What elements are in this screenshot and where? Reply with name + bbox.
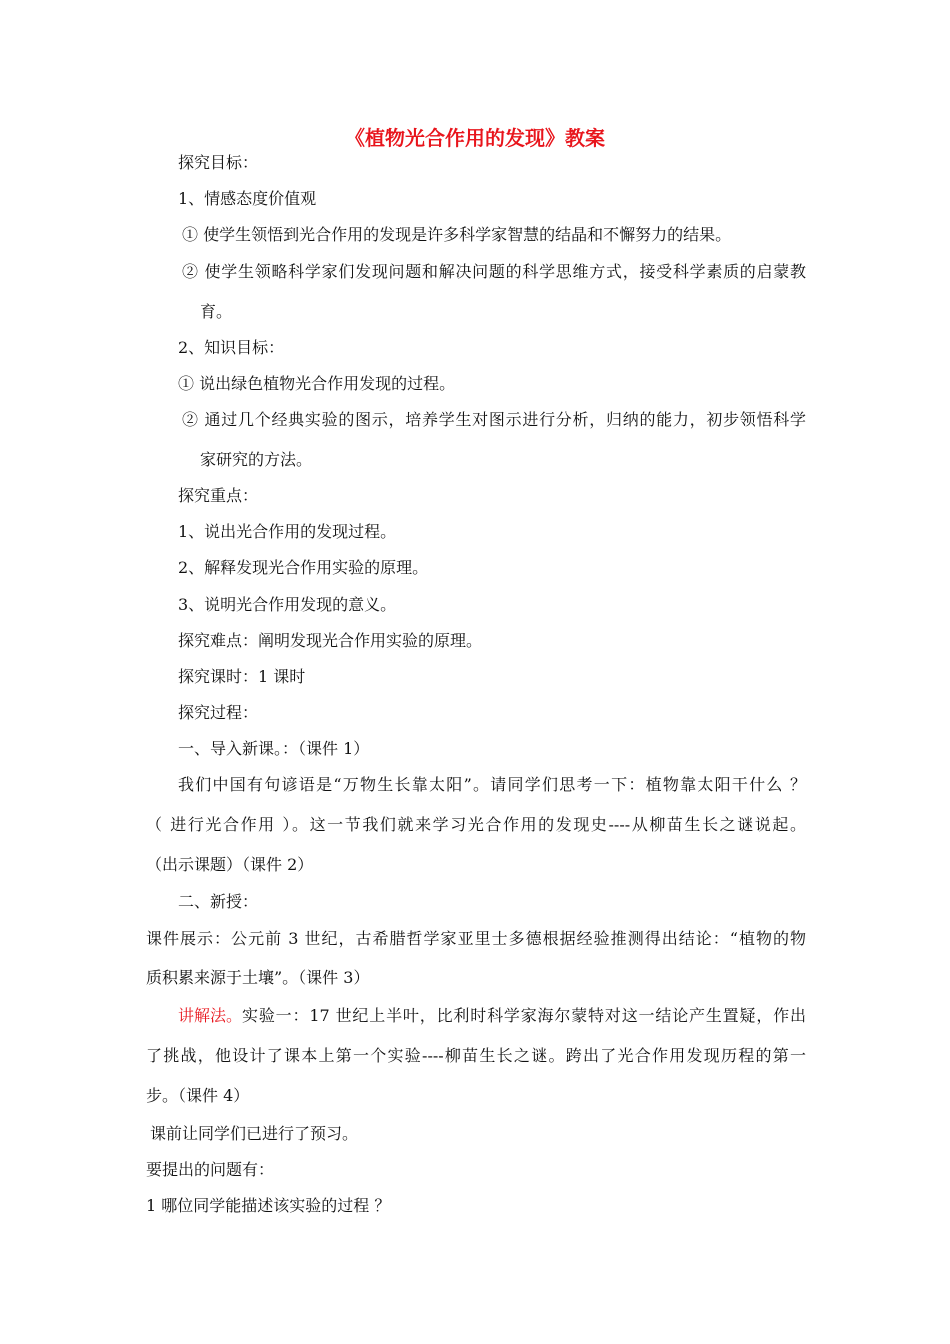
intro-paragraph-line-1: 我们中国有句谚语是“万物生长靠太阳”。请同学们思考一下：植物靠太阳干什么 ？ — [178, 775, 806, 794]
objective-1-item-2-cont: 育。 — [200, 302, 233, 321]
intro-paragraph-line-3: （出示课题）（课件 2） — [146, 855, 314, 874]
difficulty: 探究难点：阐明发现光合作用实验的原理。 — [178, 631, 483, 650]
experiment-paragraph-line-1 — [178, 1005, 806, 1027]
question-1: 1 哪位同学能描述该实验的过程 ？ — [146, 1196, 391, 1215]
courseware-paragraph-line-1: 课件展示：公元前 3 世纪，古希腊哲学家亚里士多德根据经验推测得出结论：“植物的物 — [146, 929, 806, 948]
intro-paragraph-line-2: （ 进行光合作用 ）。这一节我们就来学习光合作用的发现史----从柳苗生长之谜说起。 — [146, 815, 806, 834]
objective-2-item-1: ① 说出绿色植物光合作用发现的过程。 — [178, 374, 456, 393]
section-intro: 一、导入新课。：（课件 1） — [178, 739, 370, 758]
heading-objectives: 探究目标： — [178, 153, 259, 172]
key-point-3: 3、说明光合作用发现的意义。 — [178, 595, 397, 614]
questions-heading: 要提出的问题有： — [146, 1160, 275, 1179]
objective-2-item-2: ② 通过几个经典实验的图示，培养学生对图示进行分析，归纳的能力，初步领悟科学 — [182, 410, 806, 429]
heading-key-points: 探究重点： — [178, 486, 259, 505]
objective-1-item-1: ① 使学生领悟到光合作用的发现是许多科学家智慧的结晶和不懈努力的结果。 — [182, 225, 732, 244]
experiment-paragraph-line-3: 步。（课件 4） — [146, 1086, 250, 1105]
method-label: 讲解法。 — [178, 1006, 243, 1025]
objective-1: 1、情感态度价值观 — [178, 189, 317, 208]
section-new-lesson: 二、新授： — [178, 892, 259, 911]
document-title: 《植物光合作用的发现》教案 — [345, 126, 605, 150]
courseware-paragraph-line-2: 质积累来源于土壤”。（课件 3） — [146, 968, 370, 987]
key-point-1: 1、说出光合作用的发现过程。 — [178, 522, 397, 541]
preview-note: 课前让同学们已进行了预习。 — [150, 1124, 359, 1143]
objective-1-item-2: ② 使学生领略科学家们发现问题和解决问题的科学思维方式，接受科学素质的启蒙教 — [182, 262, 806, 281]
experiment-line-1-text: 实验一：17 世纪上半叶，比利时科学家海尔蒙特对这一结论产生置疑，作出 — [242, 1006, 806, 1025]
objective-2-item-2-cont: 家研究的方法。 — [200, 450, 313, 469]
key-point-2: 2、解释发现光合作用实验的原理。 — [178, 558, 429, 577]
objective-2: 2、知识目标： — [178, 338, 285, 357]
heading-process: 探究过程： — [178, 703, 259, 722]
experiment-paragraph-line-2: 了挑战，他设计了课本上第一个实验----柳苗生长之谜。跨出了光合作用发现历程的第一 — [146, 1046, 806, 1065]
class-hours: 探究课时：1 课时 — [178, 667, 306, 686]
